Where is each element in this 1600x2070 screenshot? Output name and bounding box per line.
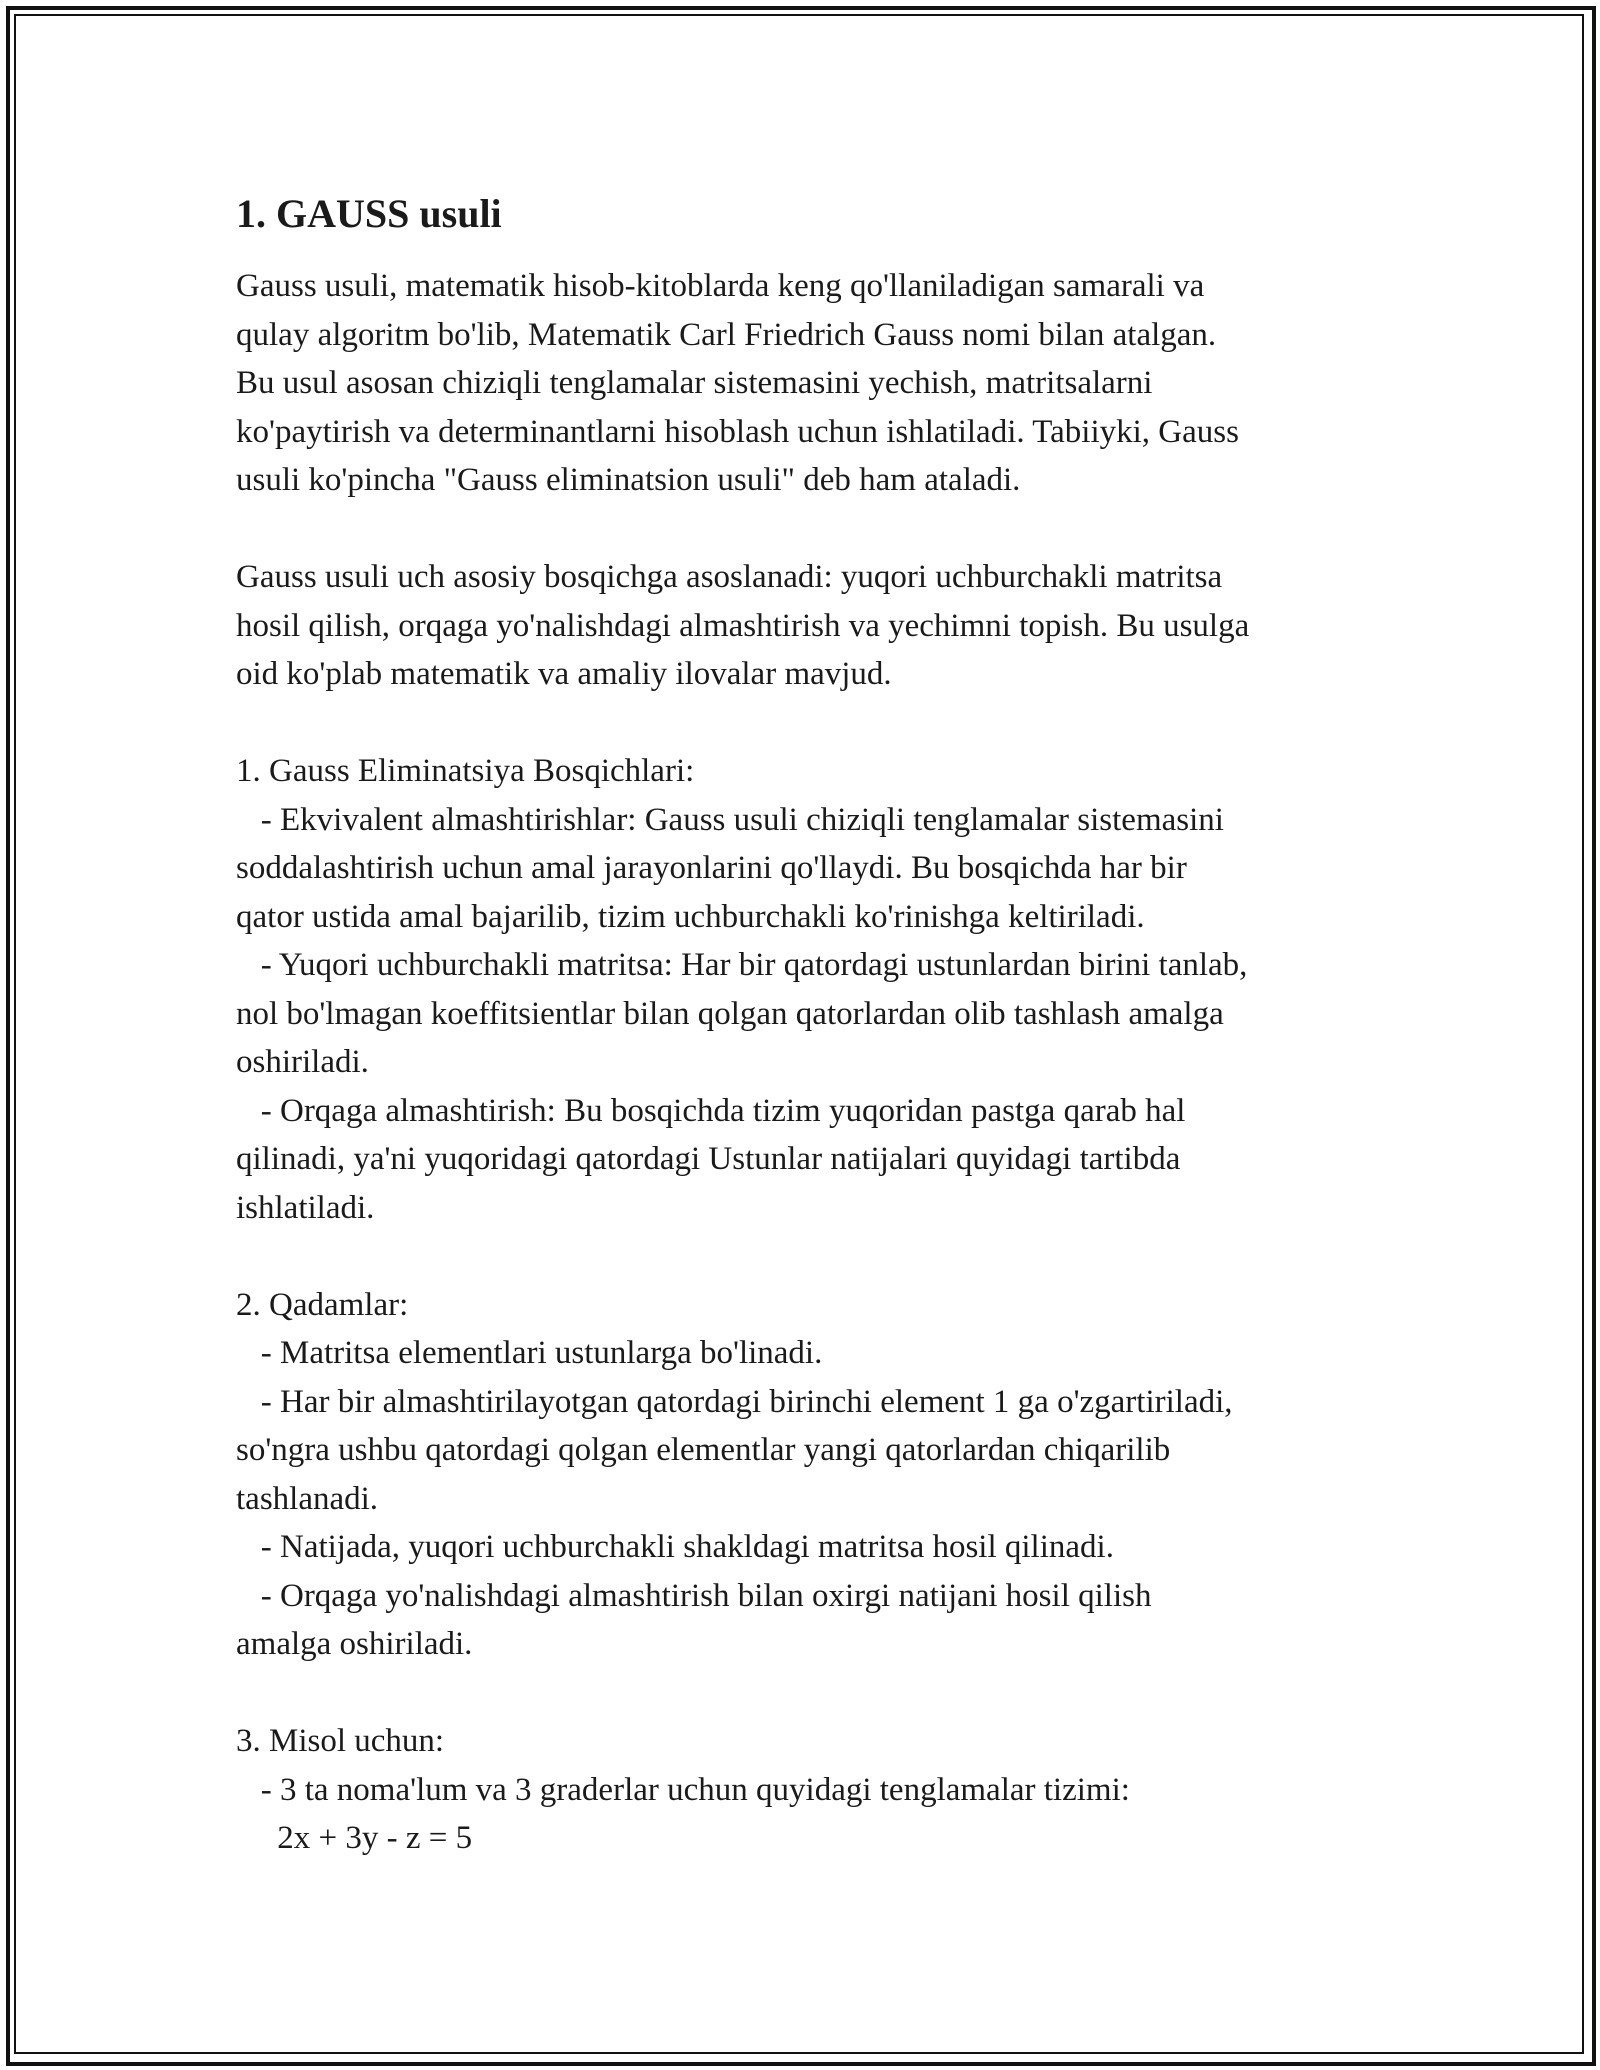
document-content [236, 186, 1386, 1863]
document-body: Gauss usuli, matematik hisob-kitoblarda keng qo'llaniladigan samarali va qulay algoritm bo'lib, Matematik Carl Friedrich Gauss nomi bilan atalgan. Bu usul asosan chiziqli tenglamalar sistemasini yechish, matritsalarni ko'paytirish va determinantlarni hisoblash uchun ishlatiladi. Tabiiyki, Gauss usuli ko'pincha "Gauss eliminatsion usuli" deb ham ataladi. Gauss usuli uch asosiy bosqichga asoslanadi: yuqori uchburchakli matritsa hosil qilish, orqaga yo'nalishdagi almashtirish va yechimni topish. Bu usulga oid ko'plab matematik va amaliy ilovalar mavjud. 1. Gauss Eliminatsiya Bosqichlari: - Ekvivalent almashtirishlar: Gauss usuli chiziqli tenglamalar sistemasini soddalashtirish uchun amal jarayonlarini qo'llaydi. Bu bosqichda har bir qator ustida amal bajarilib, tizim uchburchakli ko'rinishga keltiriladi. - Yuqori uchburchakli matritsa: Har bir qatordagi ustunlardan birini tanlab, nol bo'lmagan koeffitsientlar bilan qolgan qatorlardan olib tashlash amalga oshiriladi. - Orqaga almashtirish: Bu bosqichda tizim yuqoridan pastga qarab hal qilinadi, ya'ni yuqoridagi qatordagi Ustunlar natijalari quyidagi tartibda ishlatiladi. 2. Qadamlar: - Matritsa elementlari ustunlarga bo'linadi. - Har bir almashtirilayotgan qatordagi birinchi element 1 ga o'zgartiriladi, so'ngra ushbu qatordagi qolgan elementlar yangi qatorlardan chiqarilib tashlanadi. - Natijada, yuqori uchburchakli shakldagi matritsa hosil qilinadi. - Orqaga yo'nalishdagi almashtirish bilan oxirgi natijani hosil qilish amalga oshiriladi. 3. Misol uchun: - 3 ta noma'lum va 3 graderlar uchun quyidagi tenglamalar tizimi: 2x + 3y - z = 5 [236, 268, 1250, 1856]
document-title: 1. GAUSS usuli [236, 191, 502, 236]
